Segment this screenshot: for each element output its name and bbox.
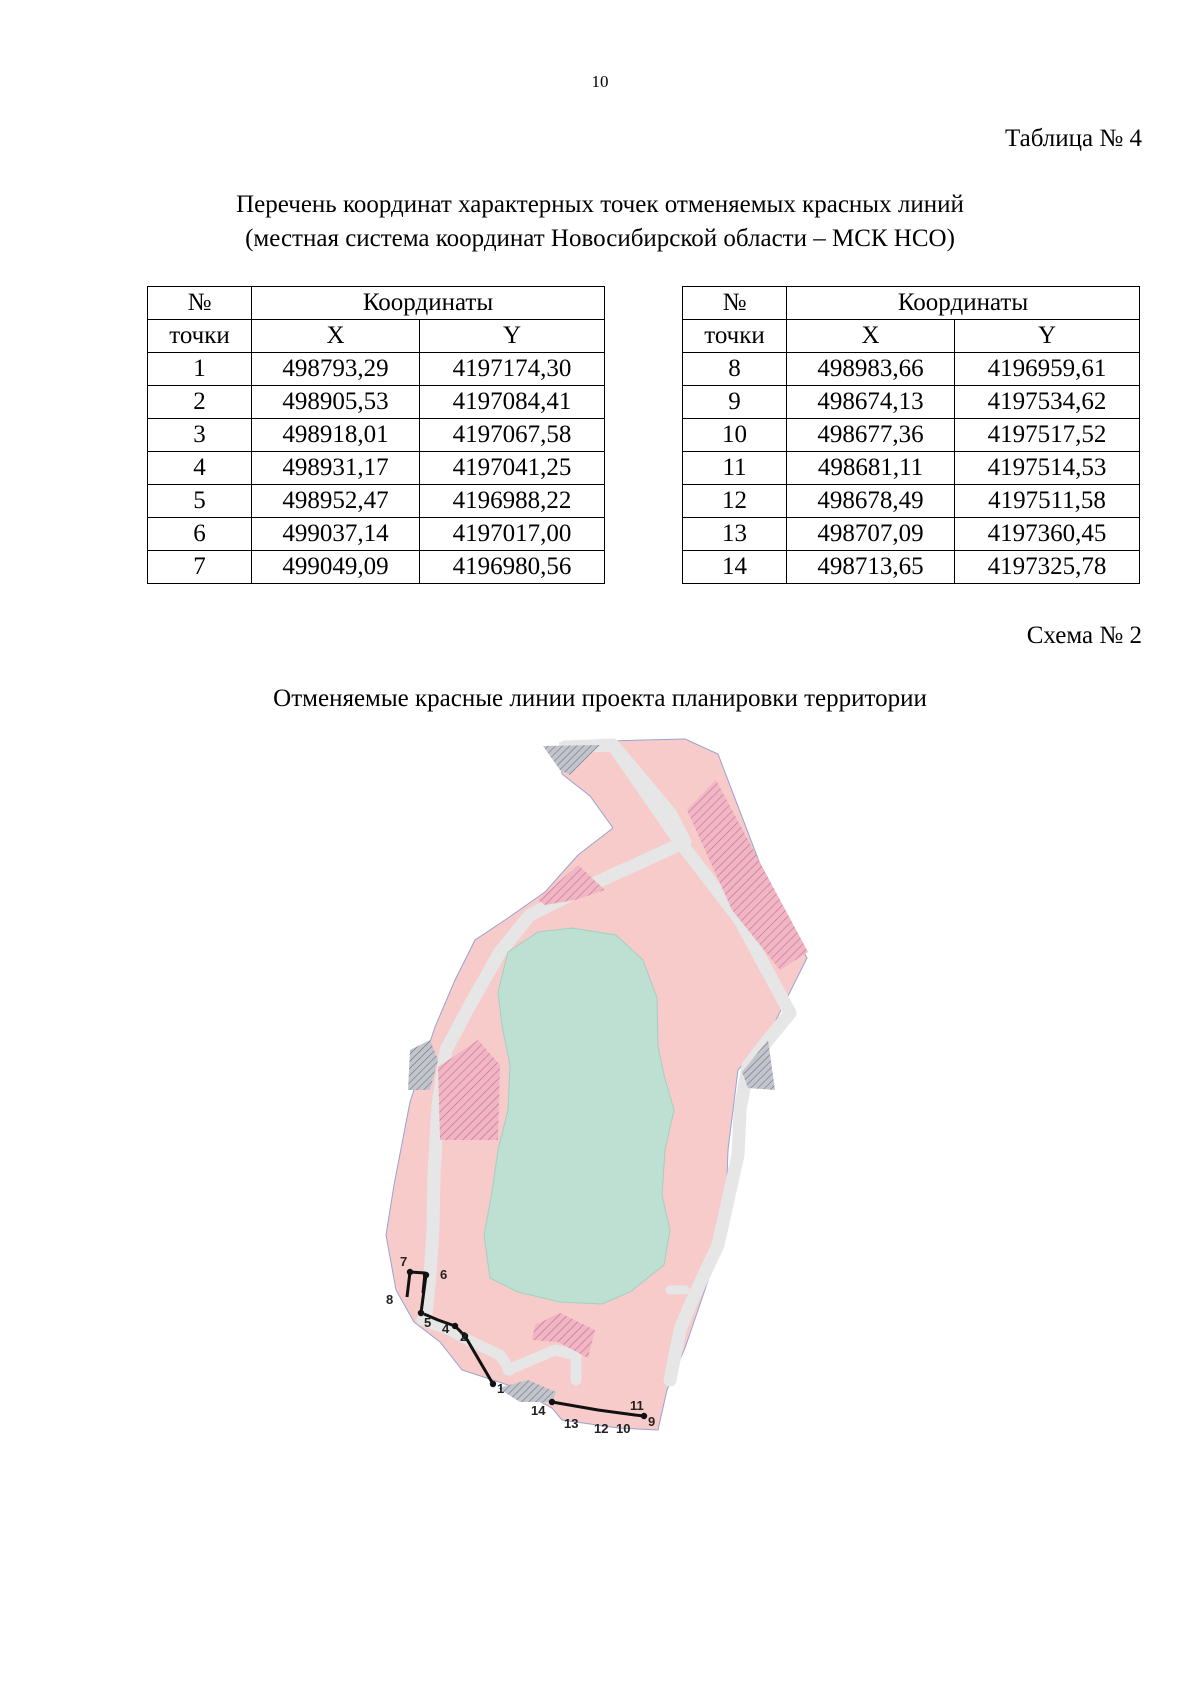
point-number: 4 (148, 452, 252, 485)
table-row (148, 353, 605, 386)
point-number: 2 (148, 386, 252, 419)
coord-y: 4197360,45 (955, 518, 1140, 551)
table-caption: Таблица № 4 (1004, 125, 1142, 152)
point-number: 12 (683, 485, 787, 518)
header-x: X (252, 320, 420, 353)
table-row (148, 386, 605, 419)
table-row (683, 551, 1140, 584)
coord-y: 4197017,00 (420, 518, 605, 551)
territory-map (380, 730, 900, 1520)
coord-x: 498707,09 (787, 518, 955, 551)
coord-y: 4197067,58 (420, 419, 605, 452)
header-y: Y (955, 320, 1140, 353)
coord-y: 4197534,62 (955, 386, 1140, 419)
coord-x: 498674,13 (787, 386, 955, 419)
table-row (683, 518, 1140, 551)
point-label-2: 2 (460, 1329, 468, 1344)
coord-y: 4197325,78 (955, 551, 1140, 584)
table-row (683, 386, 1140, 419)
coord-x: 498677,36 (787, 419, 955, 452)
coordinates-table-right (682, 286, 1140, 584)
point-number: 1 (148, 353, 252, 386)
point-label-6: 6 (440, 1267, 448, 1282)
coord-y: 4197511,58 (955, 485, 1140, 518)
point-label-10: 10 (616, 1421, 631, 1436)
header-num-line-2: точки (148, 320, 252, 353)
page-number: 10 (591, 72, 609, 91)
header-num-line-2: точки (683, 320, 787, 353)
coord-y: 4196980,56 (420, 551, 605, 584)
coord-y: 4197517,52 (955, 419, 1140, 452)
coord-x: 498905,53 (252, 386, 420, 419)
coord-x: 498952,47 (252, 485, 420, 518)
point-label-13: 13 (564, 1416, 579, 1431)
table-row (148, 518, 605, 551)
lake (484, 928, 674, 1304)
table-row (683, 452, 1140, 485)
point-label-5: 5 (424, 1315, 432, 1330)
coord-y: 4196959,61 (955, 353, 1140, 386)
table-row (683, 485, 1140, 518)
point-label-11: 11 (630, 1398, 644, 1413)
coord-x: 498678,49 (787, 485, 955, 518)
header-num-line-1: № (683, 287, 787, 320)
coord-x: 498918,01 (252, 419, 420, 452)
point-label-7: 7 (400, 1254, 408, 1269)
point-label-1: 1 (497, 1381, 505, 1396)
point-label-9: 9 (648, 1414, 656, 1429)
table-row (148, 551, 605, 584)
coord-x: 498713,65 (787, 551, 955, 584)
table-row (148, 485, 605, 518)
point-label-4: 4 (442, 1321, 450, 1336)
coord-x: 498681,11 (787, 452, 955, 485)
table-row (148, 452, 605, 485)
coord-x: 498983,66 (787, 353, 955, 386)
coord-y: 4196988,22 (420, 485, 605, 518)
table-row (148, 419, 605, 452)
table-title-line-2: (местная система координат Новосибирской области – МСК НСО) (245, 225, 955, 252)
header-y: Y (420, 320, 605, 353)
point-number: 7 (148, 551, 252, 584)
point-number: 13 (683, 518, 787, 551)
table-row (683, 419, 1140, 452)
point-number: 6 (148, 518, 252, 551)
point-number: 11 (683, 452, 787, 485)
point-number: 14 (683, 551, 787, 584)
point-label-8: 8 (386, 1292, 394, 1307)
point-number: 9 (683, 386, 787, 419)
point-number: 5 (148, 485, 252, 518)
table-title (0, 188, 1200, 256)
point-number: 8 (683, 353, 787, 386)
coord-y: 4197174,30 (420, 353, 605, 386)
table-row (683, 353, 1140, 386)
header-coordinates: Координаты (252, 287, 605, 320)
header-coordinates: Координаты (787, 287, 1140, 320)
scheme-caption: Схема № 2 (1026, 622, 1142, 649)
coord-x: 499049,09 (252, 551, 420, 584)
coord-x: 498793,29 (252, 353, 420, 386)
point-label-14: 14 (531, 1403, 546, 1418)
point-number: 3 (148, 419, 252, 452)
scheme-title: Отменяемые красные линии проекта планировки территории (273, 685, 927, 712)
coord-y: 4197514,53 (955, 452, 1140, 485)
header-num-line-1: № (148, 287, 252, 320)
coord-x: 499037,14 (252, 518, 420, 551)
coordinates-table-left (147, 286, 605, 584)
table-title-line-1: Перечень координат характерных точек отменяемых красных линий (236, 191, 964, 218)
coord-y: 4197041,25 (420, 452, 605, 485)
coord-x: 498931,17 (252, 452, 420, 485)
coord-y: 4197084,41 (420, 386, 605, 419)
point-label-12: 12 (594, 1421, 609, 1436)
point-number: 10 (683, 419, 787, 452)
header-x: X (787, 320, 955, 353)
